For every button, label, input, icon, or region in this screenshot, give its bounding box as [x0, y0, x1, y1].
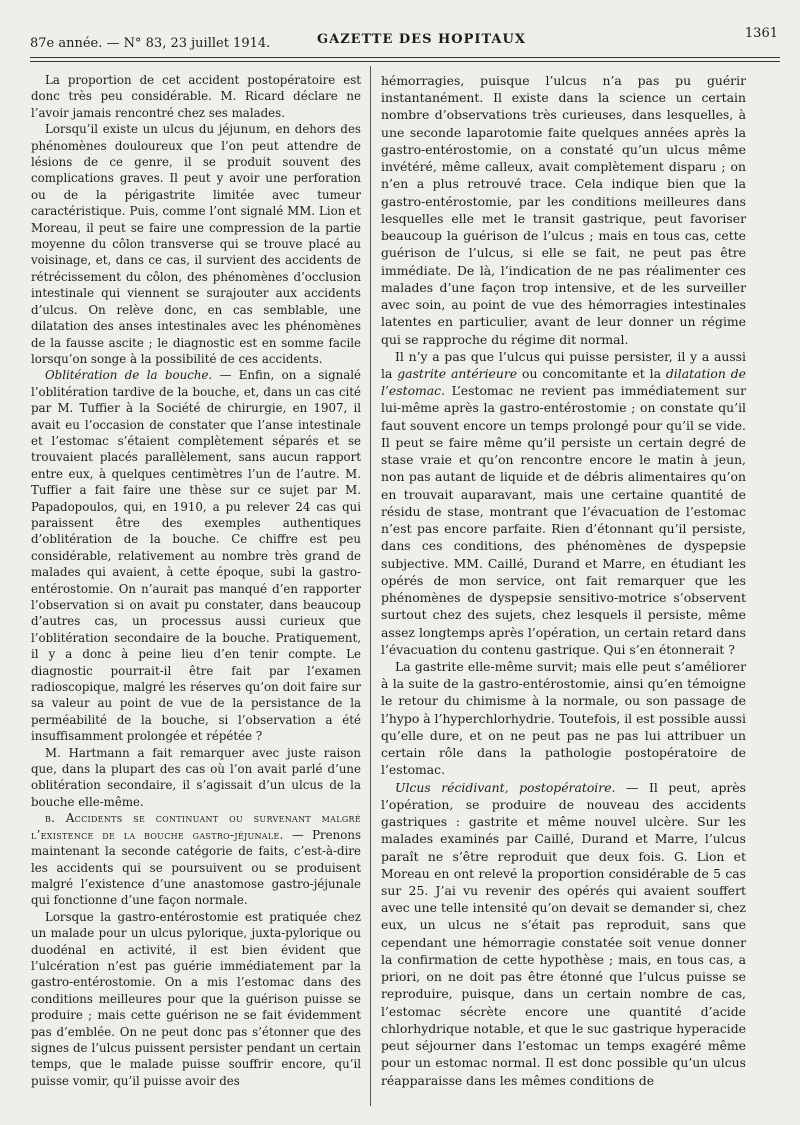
paragraph-body: — Prenons maintenant la seconde catégorie de faits, c’est-à-dire les accidents qui se poursuivent ou se produisent malgré l’existence d’une anastomose gastro-jéjunale qui fonctionne d’une façon normale. [31, 827, 361, 908]
emphasis: dilatation de l’estomac [381, 365, 746, 399]
paragraph: Lorsqu’il existe un ulcus du jéjunum, en dehors des phénomènes douloureux que l’on peut attendre de lésions de ce genre, il se produit souvent des complications graves. Il peut y avoir une perforation ou de la périgastrite limitée avec tumeur caractéristique. Puis, comme l’ont signalé MM. Lion et Moreau, il peut se faire une compression de la partie moyenne du côlon transverse qui se trouve placé au voisinage, et, dans ce cas, il survient des accidents de rétrécissement du côlon, des phénomènes d’occlusion intestinale qui viennent se surajouter aux accidents d’ulcus. On relève donc, en cas semblable, une dilatation des anses intestinales avec les phénomènes de la fausse ascite ; le diagnostic est en somme facile lorsqu’on songe à la possibilité de ces accidents. [31, 122, 361, 366]
paragraph: M. Hartmann a fait remarquer avec juste raison que, dans la plupart des cas où l’on avait parlé d’une oblitération secondaire, il s’agissait d’un ulcus de la bouche elle-même. [31, 745, 361, 809]
column-divider [370, 66, 371, 1106]
section-title: Oblitération de la bouche. [45, 368, 213, 383]
paragraph-text: ou concomitante et la [517, 365, 666, 381]
paragraph [381, 779, 746, 1089]
header-rule-top [30, 57, 780, 58]
page-header [30, 26, 780, 52]
paragraph-text: . L’estomac ne revient pas immédiatement sur lui-même après la gastro-entérostomie ; on constate qu’il faut souvent encore un temps prolongé pour qu’il se vide. Il peut se faire même qu’il persiste un certain degré de stase vraie et qu’on rencontre encore le matin à jeun, non pas autant de liquide et de débris alimentaires qu’on en trouvait auparavant, mais une certaine quantité de résidu de stase, montrant que l’évacuation de l’estomac n’est pas encore parfaite. Rien d’étonnant qu’il persiste, dans ces conditions, des phénomènes de dyspepsie subjective. MM. Caillé, Durand et Marre, en étudiant les opérés de mon service, ont fait remarquer que les phénomènes de dyspepsie sensitivo-motrice s’observent surtout chez des sujets, chez lesquels il persiste, même assez longtemps après l’opération, un certain retard dans l’évacuation du contenu gastrique. Qui s’en étonnerait ? [381, 383, 746, 657]
emphasis: gastrite antérieure [397, 365, 518, 381]
section-title: Ulcus récidivant, postopératoire. [395, 779, 616, 795]
header-rule-bottom [30, 61, 780, 62]
journal-title: GAZETTE DES HOPITAUX [317, 32, 526, 47]
left-column [31, 72, 361, 1089]
paragraph-body: — Il peut, après l’opération, se produire de nouveau des accidents gastriques : gastrite et même nouvel ulcère. Sur les malades examinés par Caillé, Durand et Marre, l’ulcus paraît ne s’être reproduit que deux fois. G. Lion et Moreau en ont relevé la proportion considérable de 5 cas sur 25. J’ai vu revenir des opérés qui avaient souffert avec une telle intensité qu’on devait se demander si, chez eux, un ulcus ne s’était pas reproduit, sans que cependant une hémorragie constatée soit venue donner la confirmation de cette hypothèse ; mais, en tous cas, a priori, on ne doit pas être étonné que l’ulcus puisse se reproduire, puisque, dans un certain nombre de cas, l’estomac sécrète encore une quantité d’acide chlorhydrique notable, et que le suc gastrique hyperacide peut séjourner dans l’estomac un temps exagéré même pour un estomac normal. Il est donc possible qu’un ulcus réapparaisse dans les mêmes conditions de [381, 779, 746, 1088]
paragraph [381, 348, 746, 658]
section-title: b. Accidents se continuant ou survenant malgré l’existence de la bouche gastro-jéjunale. [31, 811, 361, 842]
paragraph-text: Il n’y a pas que l’ulcus qui puisse persister, il y a aussi la [381, 348, 746, 381]
paragraph [31, 367, 361, 744]
paragraph: La proportion de cet accident postopératoire est donc très peu considérable. M. Ricard déclare ne l’avoir jamais rencontré chez ses malades. [31, 73, 361, 120]
paragraph: La gastrite elle-même survit; mais elle peut s’améliorer à la suite de la gastro-entérostomie, ainsi qu’en témoigne le retour du chimisme à la normale, ou son passage de l’hypo à l’hyperchlorhydrie. Toutefois, il est possible aussi qu’elle dure, et on ne peut pas ne pas lui attribuer un certain rôle dans la pathologie postopératoire de l’estomac. [381, 658, 746, 778]
right-column [381, 72, 746, 1089]
paragraph: Lorsque la gastro-entérostomie est pratiquée chez un malade pour un ulcus pylorique, juxta-pylorique ou duodénal en activité, il est bien évident que l’ulcération n’est pas guérie immédiatement par la gastro-entérostomie. On a mis l’estomac dans des conditions meilleures pour que la guérison puisse se produire ; mais cette guérison ne se fait évidemment pas d’emblée. On ne peut donc pas s’étonner que des signes de l’ulcus puissent persister pendant un certain temps, que le malade puisse souffrir encore, qu’il puisse vomir, qu’il puisse avoir des [31, 909, 361, 1088]
page-number: 1361 [744, 26, 778, 41]
paragraph-body: — Enfin, on a signalé l’oblitération tardive de la bouche, et, dans un cas cité par M. Tuffier à la Société de chirurgie, en 1907, il avait eu l’occasion de constater que l’anse intestinale et l’estomac s’étaient complètement séparés et se trouvaient placés parallèlement, sans aucun rapport entre eux, à quelques centimètres l’un de l’autre. M. Tuffier a fait faire une thèse sur ce sujet par M. Papadopoulos, qui, en 1910, a pu relever 24 cas qui paraissent être des exemples authentiques d’oblitération de la bouche. Ce chiffre est peu considérable, relativement au nombre très grand de malades qui avaient, à cette époque, subi la gastro-entérostomie. On n’aurait pas manqué d’en rapporter l’observation si on avait pu constater, dans beaucoup d’autres cas, un processus aussi curieux que l’oblitération secondaire de la bouche. Pratiquement, il y a donc à peine lieu d’en tenir compte. Le diagnostic pourrait-il être fait par l’examen radioscopique, malgré les réserves qu’on doit faire sur sa valeur au point de vue de la persistance de la perméabilité de la bouche, si l’observation a été insuffisamment prolongée et répétée ? [31, 368, 361, 744]
paragraph: hémorragies, puisque l’ulcus n’a pas pu guérir instantanément. Il existe dans la science un certain nombre d’observations très curieuses, dans lesquelles, à une seconde laparotomie faite quelques années après la gastro-entérostomie, on a constaté qu’un ulcus même invétéré, même calleux, avait complètement disparu ; on n’en a plus retrouvé trace. Cela indique bien que la gastro-entérostomie, par les conditions meilleures dans lesquelles elle met le transit gastrique, peut favoriser beaucoup la guérison de l’ulcus ; mais en tous cas, cette guérison de l’ulcus, si elle se fait, ne peut pas être immédiate. De là, l’indication de ne pas réalimenter ces malades d’une façon trop intensive, et de les surveiller avec soin, au point de vue des hémorragies intestinales latentes en particulier, avant de leur donner un régime qui se rapproche du régime dit normal. [381, 73, 746, 347]
issue-line: 87e année. — N° 83, 23 juillet 1914. [30, 36, 271, 51]
paragraph [31, 810, 361, 908]
